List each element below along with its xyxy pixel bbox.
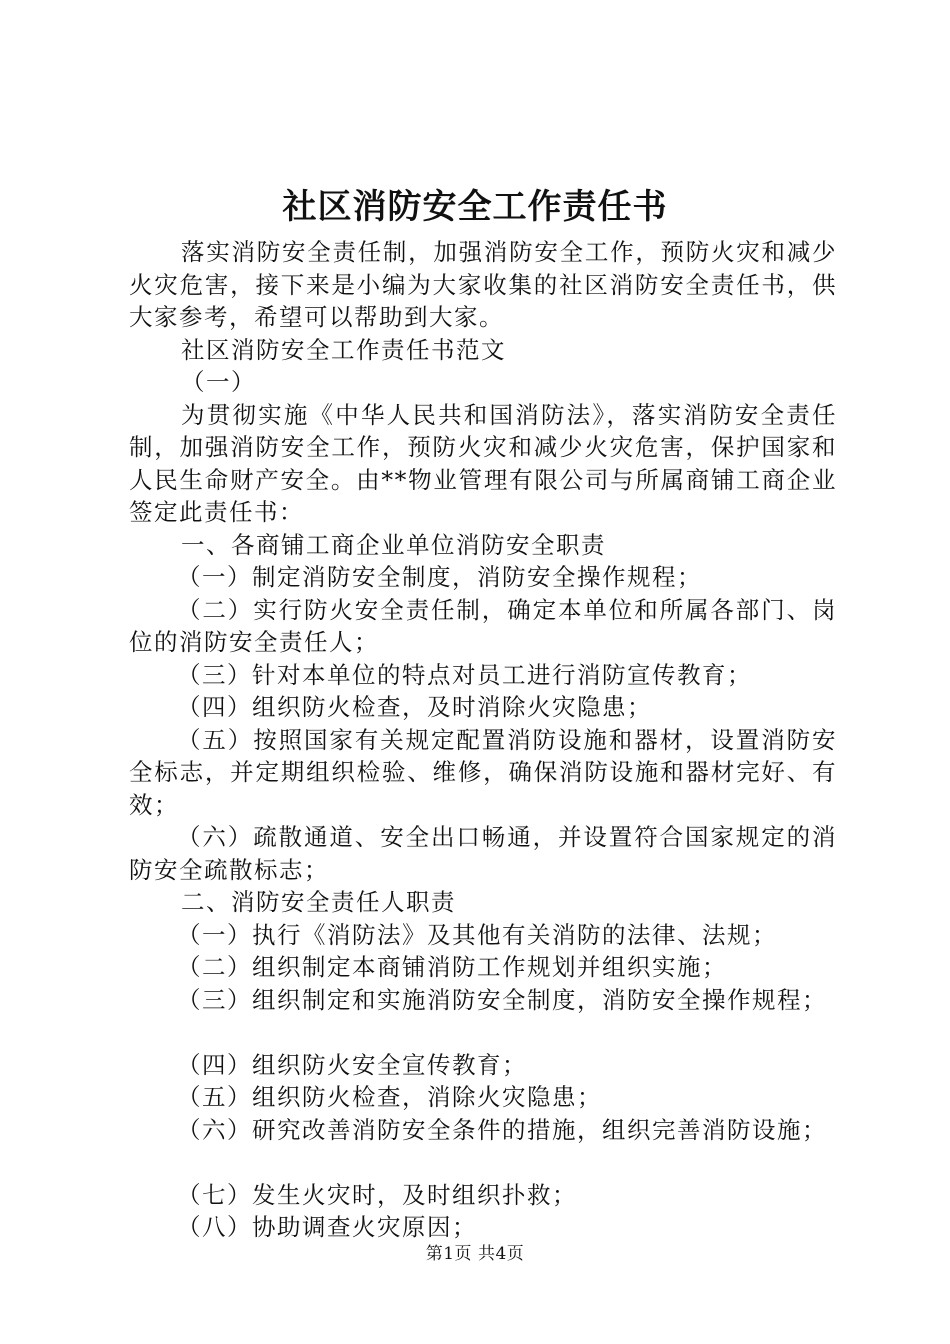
- duty-item: （四）组织防火检查，及时消除火灾隐患；: [177, 693, 652, 721]
- duty-item: （二）实行防火安全责任制，确定本单位和所属各部门、岗位的消防安全责任人；: [129, 595, 837, 656]
- responsibility-item: （二）组织制定本商铺消防工作规划并组织实施；: [177, 953, 727, 981]
- responsibility-item: （四）组织防火安全宣传教育；: [177, 1050, 527, 1079]
- blank-line: [129, 1146, 837, 1179]
- responsibility-item: （五）组织防火检查，消除火灾隐患；: [177, 1083, 602, 1111]
- responsibility-item: （八）协助调查火灾原因；: [177, 1213, 477, 1241]
- section-heading-2: 二、消防安全责任人职责: [181, 888, 456, 916]
- responsibility-item: （一）执行《消防法》及其他有关消防的法律、法规；: [177, 920, 777, 949]
- document-title: 社区消防安全工作责任书: [282, 187, 668, 227]
- section-heading-1: 一、各商铺工商企业单位消防安全职责: [181, 530, 606, 559]
- duty-item: （一）制定消防安全制度，消防安全操作规程；: [177, 563, 702, 591]
- intro-paragraph: 落实消防安全责任制，加强消防安全工作，预防火灾和减少火灾危害，接下来是小编为大家收集的社区消防安全责任书，供大家参考，希望可以帮助到大家。: [129, 238, 837, 331]
- purpose-paragraph: 为贯彻实施《中华人民共和国消防法》，落实消防安全责任制，加强消防安全工作，预防火灾和减少火灾危害，保护国家和人民生命财产安全。由**物业管理有限公司与所属商铺工商企业签定此责任书：: [129, 400, 837, 526]
- sample-number: （一）: [181, 368, 256, 396]
- responsibility-item: （七）发生火灾时，及时组织扑救；: [177, 1180, 577, 1209]
- duty-item: （六）疏散通道、安全出口畅通，并设置符合国家规定的消防安全疏散标志；: [129, 823, 837, 884]
- blank-line: [129, 1016, 837, 1049]
- duty-item: （五）按照国家有关规定配置消防设施和器材，设置消防安全标志，并定期组织检验、维修，确保消防设施和器材完好、有效；: [129, 725, 837, 819]
- responsibility-item: （六）研究改善消防安全条件的措施，组织完善消防设施；: [177, 1115, 827, 1144]
- responsibility-item: （三）组织制定和实施消防安全制度，消防安全操作规程；: [177, 985, 827, 1014]
- duty-item: （三）针对本单位的特点对员工进行消防宣传教育；: [177, 660, 752, 689]
- document-body: [129, 236, 837, 1244]
- section-heading-sample: 社区消防安全工作责任书范文: [181, 335, 506, 364]
- page-footer: 第1页 共4页: [425, 1244, 525, 1264]
